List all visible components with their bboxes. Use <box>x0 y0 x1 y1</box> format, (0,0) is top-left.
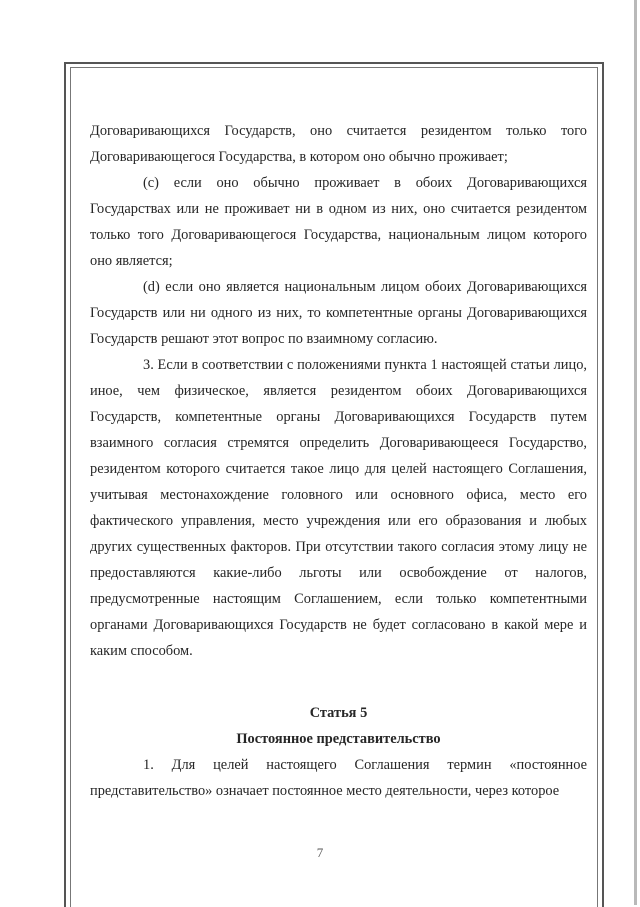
scan-edge <box>634 0 637 905</box>
paragraph-subclause-d: (d) если оно является национальным лицом обоих Договаривающихся Государств или ни одного из них, то компетентные органы Договаривающихся Государств решают этот вопрос по взаимному согласию. <box>90 279 587 347</box>
document-body <box>90 118 587 804</box>
article-number: Статья 5 <box>309 705 368 721</box>
paragraph-continuation: Договаривающихся Государств, оно считается резидентом только того Договаривающегося Государства, в котором оно обычно проживает; <box>90 123 587 165</box>
page-number: 7 <box>316 845 324 860</box>
article-paragraph-1: 1. Для целей настоящего Соглашения термин «постоянное представительство» означает постоянное место деятельности, через которое <box>90 757 587 799</box>
paragraph-point-3: 3. Если в соответствии с положениями пункта 1 настоящей статьи лицо, иное, чем физическое, является резидентом обоих Договаривающихся Государств, компетентные органы Договаривающихся Государств путем взаимного согласия стремятся определить Договаривающееся Государство, резидентом которого считается такое лицо для целей настоящего Соглашения, учитывая местонахождение головного или основного офиса, место его фактического управления, место учреждения или его образования и любых других существенных факторов. При отсутствии такого согласия этому лицу не предоставляются какие-либо льготы или освобождение от налогов, предусмотренные настоящим Соглашением, если только компетентными органами Договаривающихся Государств не будет согласовано в какой мере и каким способом. <box>90 357 587 659</box>
article-title: Постоянное представительство <box>236 731 441 747</box>
paragraph-subclause-c: (с) если оно обычно проживает в обоих Договаривающихся Государствах или не проживает ни в одном из них, оно считается резидентом только того Договаривающегося Государства, национальным лицом которого оно является; <box>90 175 587 269</box>
